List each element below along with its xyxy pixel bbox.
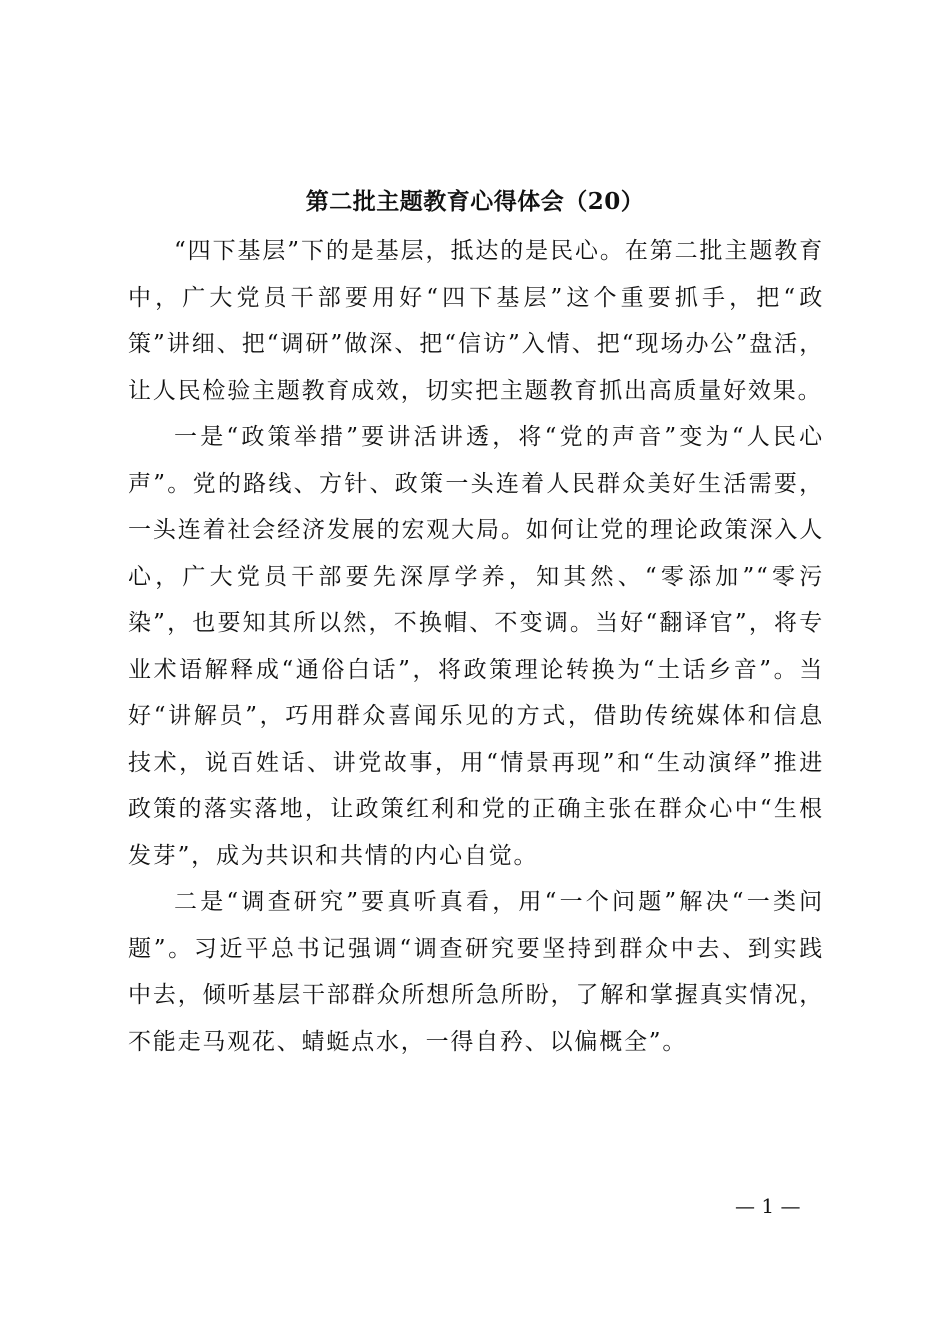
paragraph-research: 二是“调查研究”要真听真看，用“一个问题”解决“一类问题”。习近平总书记强调“调查研究要坚持到群众中去、到实践中去，倾听基层干部群众所想所急所盼，了解和掌握真实情况，不能走马观花、蜻蜓点水，一得自矜、以偏概全”。	[128, 889, 824, 1055]
paragraph-intro: “四下基层”下的是基层，抵达的是民心。在第二批主题教育中，广大党员干部要用好“四下基层”这个重要抓手，把“政策”讲细、把“调研”做深、把“信访”入情、把“现场办公”盘活，让人民检验主题教育成效，切实把主题教育抓出高质量好效果。	[128, 238, 824, 404]
document-title: 第二批主题教育心得体会（20）	[305, 188, 645, 215]
paragraph-policy: 一是“政策举措”要讲活讲透，将“党的声音”变为“人民心声”。党的路线、方针、政策一头连着人民群众美好生活需要，一头连着社会经济发展的宏观大局。如何让党的理论政策深入人心，广大党员干部要先深厚学养，知其然、“零添加”“零污染”，也要知其所以然，不换帽、不变调。当好“翻译官”，将专业术语解释成“通俗白话”，将政策理论转换为“土话乡音”。当好“讲解员”，巧用群众喜闻乐见的方式，借助传统媒体和信息技术，说百姓话、讲党故事，用“情景再现”和“生动演绎”推进政策的落实落地，让政策红利和党的正确主张在群众心中“生根发芽”，成为共识和共情的内心自觉。	[128, 424, 824, 869]
page-number: — 1 —	[735, 1194, 801, 1218]
document-body	[128, 228, 824, 1065]
